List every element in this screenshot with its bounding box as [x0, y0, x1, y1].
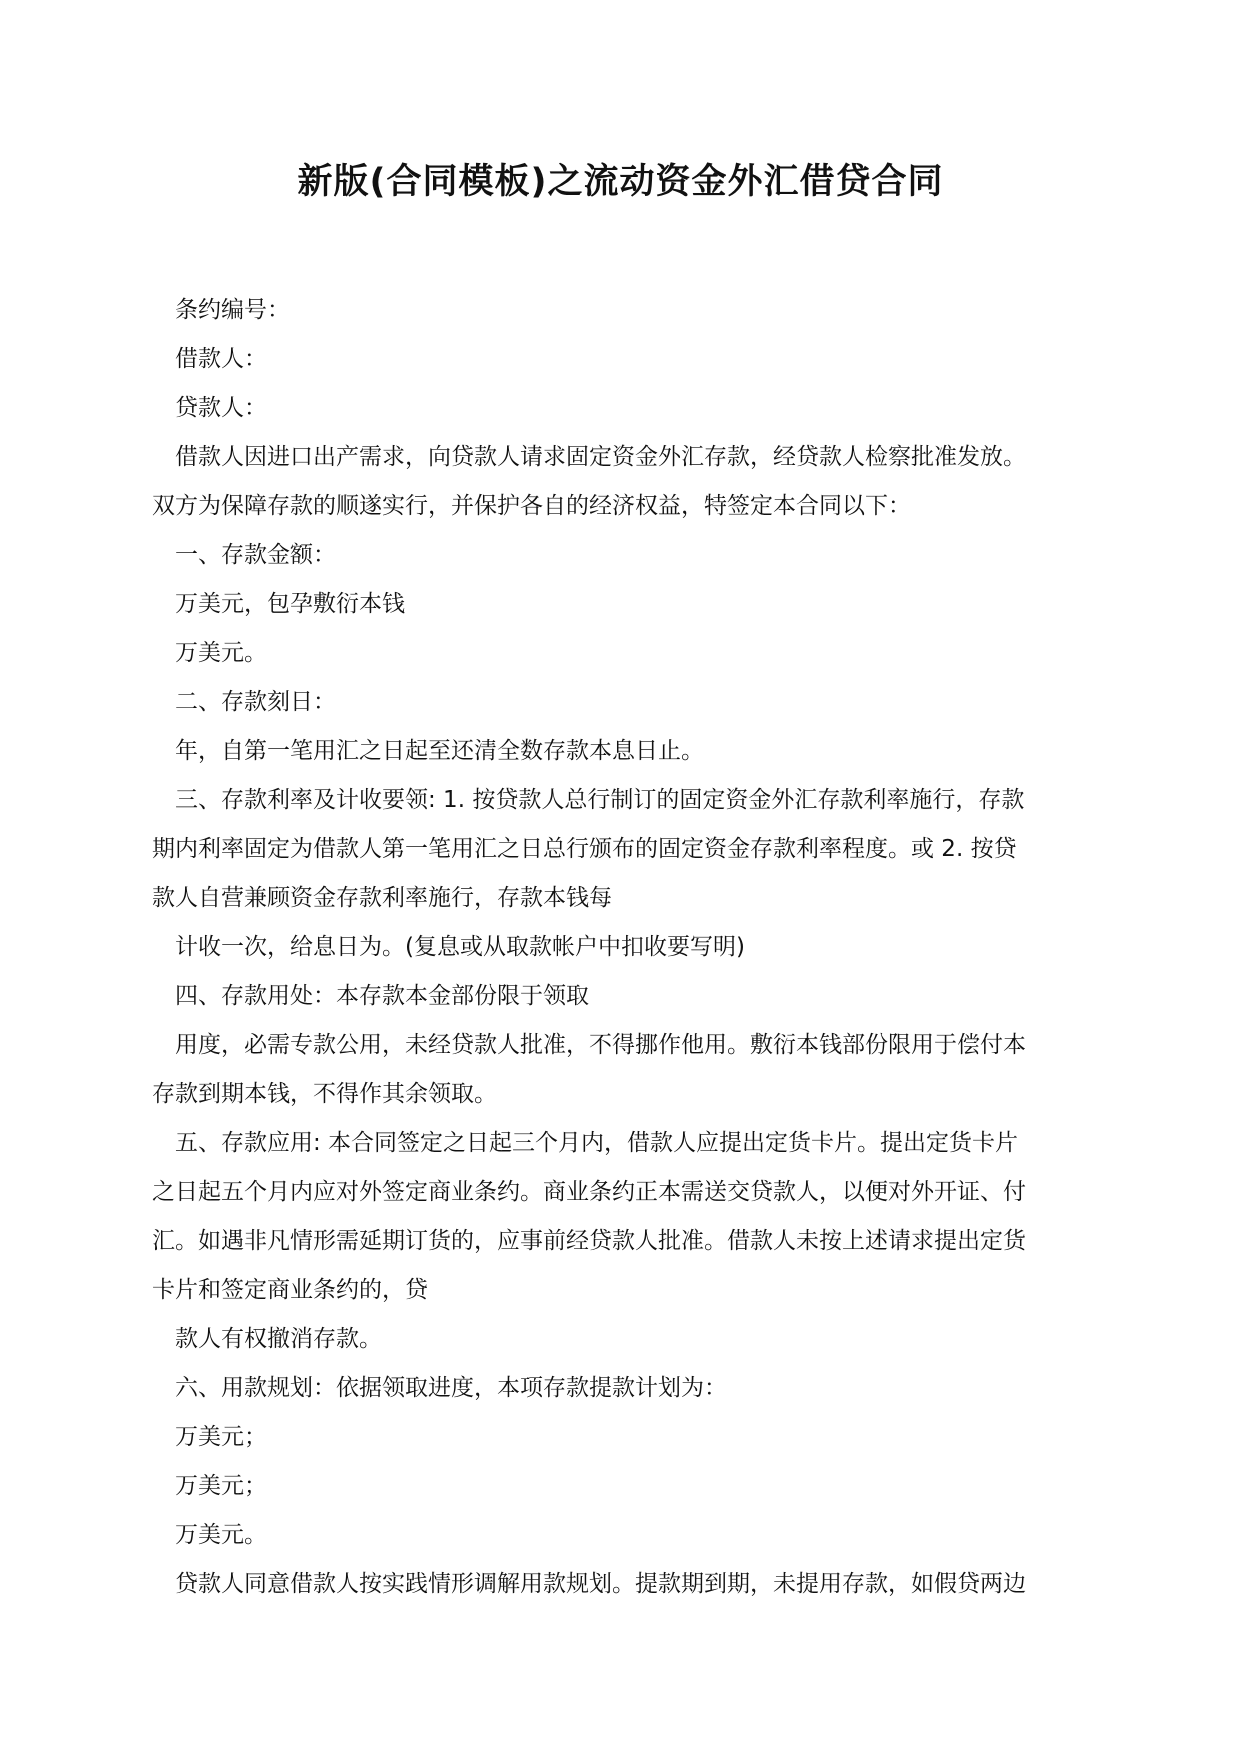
- body-line: 借款人：: [175, 346, 267, 372]
- body-line: 六、用款规划：依据领取进度，本项存款提款计划为：: [175, 1375, 727, 1401]
- document-body: [152, 286, 1090, 1609]
- body-line: 款人自营兼顾资金存款利率施行，存款本钱每: [152, 885, 612, 911]
- body-line: 一、存款金额：: [175, 542, 336, 568]
- body-line: 双方为保障存款的顺遂实行，并保护各自的经济权益，特签定本合同以下：: [152, 493, 911, 519]
- body-line: 三、存款利率及计收要领: 1. 按贷款人总行制订的固定资金外汇存款利率施行，存款: [175, 787, 1025, 813]
- body-line: 万美元。: [175, 1522, 267, 1548]
- body-line: 存款到期本钱，不得作其余领取。: [152, 1081, 497, 1107]
- body-line: 用度，必需专款公用，未经贷款人批准，不得挪作他用。敷衍本钱部份限用于偿付本: [175, 1032, 1026, 1058]
- body-line: 计收一次，给息日为。(复息或从取款帐户中扣收要写明): [175, 934, 745, 960]
- body-line: 汇。如遇非凡情形需延期订货的，应事前经贷款人批准。借款人未按上述请求提出定货: [152, 1228, 1026, 1254]
- body-line: 万美元，包孕敷衍本钱: [175, 591, 405, 617]
- document-title: 新版(合同模板)之流动资金外汇借贷合同: [297, 162, 944, 202]
- body-line: 之日起五个月内应对外签定商业条约。商业条约正本需送交贷款人，以便对外开证、付: [152, 1179, 1026, 1205]
- body-line: 万美元；: [175, 1473, 267, 1499]
- body-line: 万美元。: [175, 640, 267, 666]
- body-line: 卡片和签定商业条约的，贷: [152, 1277, 428, 1303]
- body-line: 贷款人：: [175, 395, 267, 421]
- body-line: 四、存款用处：本存款本金部份限于领取: [175, 983, 589, 1009]
- body-line: 款人有权撤消存款。: [175, 1326, 382, 1352]
- body-line: 年，自第一笔用汇之日起至还清全数存款本息日止。: [175, 738, 704, 764]
- body-line: 借款人因进口出产需求，向贷款人请求固定资金外汇存款，经贷款人检察批准发放。: [175, 444, 1026, 470]
- body-line: 期内利率固定为借款人第一笔用汇之日总行颁布的固定资金存款利率程度。或 2. 按贷: [152, 836, 1017, 862]
- body-line: 二、存款刻日：: [175, 689, 336, 715]
- body-line: 贷款人同意借款人按实践情形调解用款规划。提款期到期，未提用存款，如假贷两边: [175, 1571, 1026, 1597]
- body-line: 万美元；: [175, 1424, 267, 1450]
- body-line: 五、存款应用: 本合同签定之日起三个月内，借款人应提出定货卡片。提出定货卡片: [175, 1130, 1019, 1156]
- body-line: 条约编号：: [175, 297, 290, 323]
